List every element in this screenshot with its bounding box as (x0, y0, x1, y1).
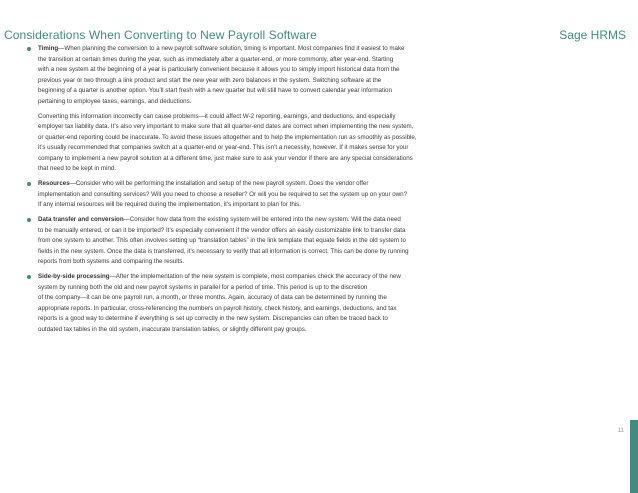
paragraph-line: the transition at certain times during the year, such as immediately after a quarter-end, or more commonly, after year-end. Starting (38, 55, 394, 63)
paragraph-line: employer tax liability data. It’s also very important to make sure that all quarter-end dates are correct when implementing the new system, (38, 123, 414, 130)
paragraph-line: that need to be kept in mind. (38, 165, 117, 172)
term-label: Resources (38, 180, 70, 187)
paragraph-line: If any internal resources will be required during the implementation, it’s important to plan for this. (38, 201, 301, 208)
paragraph-line: fields in the new system. Once the data is transferred, it’s necessary to verify that all information is correct. This can be done by running (38, 247, 409, 255)
list-item-data-transfer (38, 215, 606, 268)
bullet-icon (27, 182, 31, 186)
paragraph-line: to be manually entered, or can it be imported? It’s especially convenient if the vendor offers an easily customizable link to transfer data (38, 226, 406, 234)
brand-logo-text: Sage HRMS (559, 28, 626, 42)
paragraph-line: of the company—it can be one payroll run, a month, or three months. Again, accuracy of data can be determined by running the (38, 294, 387, 301)
paragraph-line: system by running both the old and new payroll systems in parallel for a period of time. This period is up to the discretion (38, 283, 368, 291)
line-text: —When planning the conversion to a new payroll software solution, timing is important. Most companies find it easiest to make (58, 45, 405, 52)
list-item-timing (38, 44, 606, 107)
paragraph-line: implementation and consulting services? Will you need to choose a reseller? Or will you be required to set the system up on your own? (38, 190, 408, 198)
paragraph-line: reports is a good way to determine if everything is set up correctly in the new system. Discrepancies can often be traced back to (38, 315, 388, 322)
document-body (38, 44, 606, 340)
list-item-resources (38, 179, 606, 211)
paragraph-line: Converting this information incorrectly can cause problems—it could affect W-2 reporting, earnings, and deductions, and especially (38, 112, 396, 120)
paragraph-conversion-notes (38, 112, 606, 175)
paragraph-line: it’s usually recommended that companies switch at a quarter-end or year-end. This isn’t a necessity, however. If it makes sense for your (38, 144, 409, 151)
page-number: 11 (617, 428, 624, 434)
paragraph-line: previous year or two through a link product and start the new year with zero balances in the system. Switching software at the (38, 76, 382, 84)
paragraph-line: appropriate reports. In particular, cross-referencing the numbers on payroll history, check history, and earnings, deductions, and tax (38, 304, 397, 312)
term-label: Data transfer and conversion (38, 216, 124, 223)
line-text: —After the implementation of the new system is complete, most companies check the accuracy of the new (109, 273, 401, 280)
paragraph-line (38, 179, 606, 190)
term-label: Timing (38, 45, 59, 52)
line-text: —Consider how data from the existing system will be entered into the new system. Will the data need (123, 216, 401, 223)
paragraph-line: company to implement a new payroll solution at a different time, just make sure to ask your vendor if there are any special considerations (38, 154, 413, 162)
paragraph-line: with a new system at the beginning of a year is particularly convenient because it allows you to simply import historical data from the (38, 66, 400, 73)
paragraph-line (38, 215, 606, 226)
paragraph-line (38, 44, 606, 55)
paragraph-line: pertaining to employee taxes, earnings, and deductions. (38, 97, 192, 105)
paragraph-line: outdated tax tables in the old system, inaccurate translation tables, or slightly different pay groups. (38, 325, 307, 333)
bullet-icon (27, 218, 31, 222)
paragraph-line (38, 272, 606, 283)
footer-accent-bar (630, 420, 638, 493)
paragraph-line: beginning of a quarter is another option. You’ll start fresh with a new quarter but will still have to convert calendar year information (38, 87, 392, 94)
paragraph-line: reports from both systems and comparing the results. (38, 258, 185, 265)
bullet-icon (27, 275, 31, 279)
paragraph-line: from one system to another. This often involves setting up “translation tables” in the link template that equate fields in the old system to (38, 237, 406, 244)
list-item-side-by-side (38, 272, 606, 335)
paragraph-line: or quarter-end reporting could be inaccurate. To avoid these issues altogether and to help the implementation run as smoothly as possible, (38, 133, 417, 141)
bullet-icon (27, 47, 31, 51)
page-title: Considerations When Converting to New Payroll Software (4, 28, 317, 42)
line-text: —Consider who will be performing the installation and setup of the new payroll system. Does the vendor offer (69, 180, 369, 187)
term-label: Side-by-side processing (38, 273, 110, 280)
